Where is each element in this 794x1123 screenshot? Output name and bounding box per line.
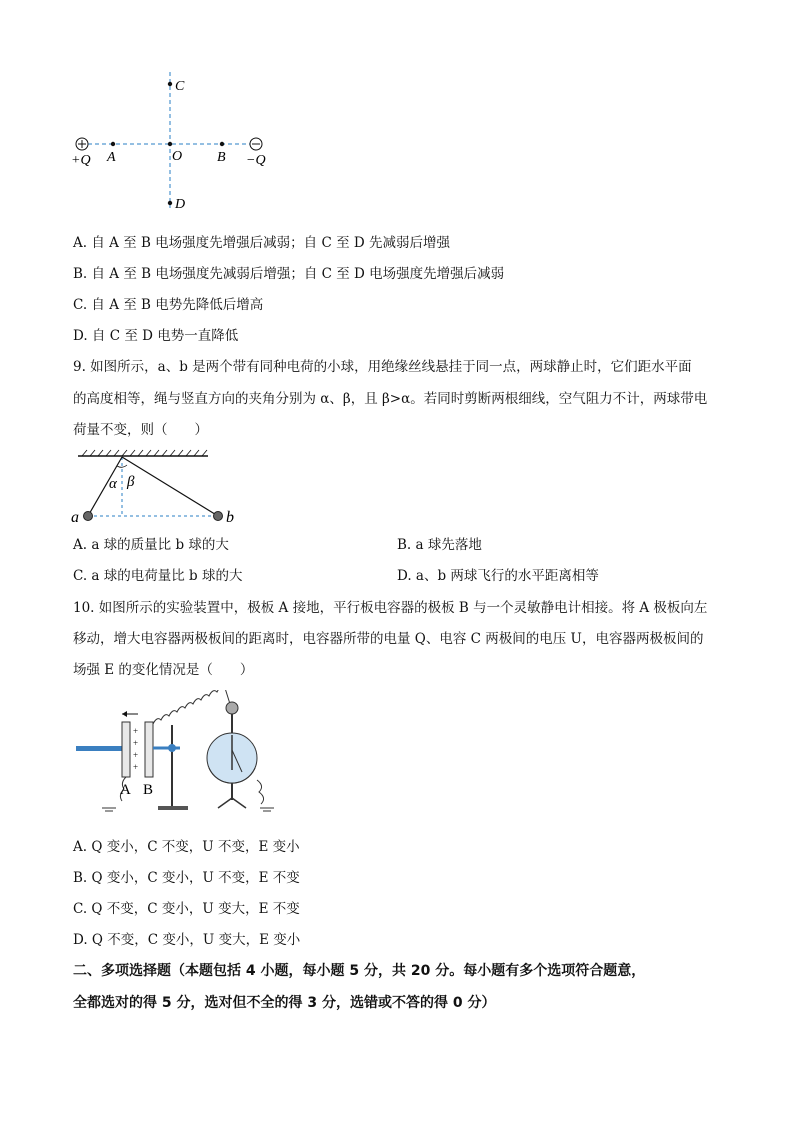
label-plus-q: +Q <box>71 153 91 168</box>
label-beta: β <box>127 474 135 490</box>
label-B: B <box>217 150 226 165</box>
q9-option-d: D. a、b 两球飞行的水平距离相等 <box>397 568 599 584</box>
capacitor-electrometer-figure <box>72 690 292 820</box>
label-plate-B: B <box>143 782 154 798</box>
q10-stem-line3: 场强 E 的变化情况是（ ） <box>73 662 254 678</box>
svg-text:+: + <box>133 726 139 736</box>
label-plate-A: A <box>120 782 131 798</box>
q10-stem-line2: 移动，增大电容器两极板间的距离时，电容器所带的电量 Q、电容 C 两极间的电压 U，电容器两极板间的 <box>73 631 704 647</box>
label-minus-q: −Q <box>246 153 266 168</box>
svg-text:+: + <box>133 750 139 760</box>
q9-stem-line3: 荷量不变，则（ ） <box>73 422 208 438</box>
hanging-balls-figure <box>68 448 248 528</box>
q9-stem-line1: 9. 如图所示，a、b 是两个带有同种电荷的小球，用绝缘丝线悬挂于同一点，两球静止时，它们距水平面 <box>73 359 692 375</box>
q10-option-b: B. Q 变小，C 变小，U 不变，E 不变 <box>73 870 300 886</box>
q8-option-c: C. 自 A 至 B 电势先降低后增高 <box>73 297 264 313</box>
label-O: O <box>172 149 183 164</box>
q8-option-b: B. 自 A 至 B 电场强度先减弱后增强；自 C 至 D 电场强度先增强后减弱 <box>73 266 505 282</box>
q8-option-a: A. 自 A 至 B 电场强度先增强后减弱；自 C 至 D 先减弱后增强 <box>73 235 450 251</box>
label-A: A <box>107 150 116 165</box>
q10-option-d: D. Q 不变，C 变小，U 变大，E 变小 <box>73 932 301 948</box>
q10-option-a: A. Q 变小，C 不变，U 不变，E 变小 <box>73 839 300 855</box>
q9-option-a: A. a 球的质量比 b 球的大 <box>73 537 229 553</box>
section2-heading-line1: 二、多项选择题（本题包括 4 小题，每小题 5 分，共 20 分。每小题有多个选项符合题意， <box>73 963 646 979</box>
q9-option-c: C. a 球的电荷量比 b 球的大 <box>73 568 243 584</box>
q9-stem-line2: 的高度相等，绳与竖直方向的夹角分别为 α、β，且 β>α。若同时剪断两根细线，空气阻力不计，两球带电 <box>73 391 708 407</box>
label-C: C <box>175 79 185 94</box>
q10-stem-line1: 10. 如图所示的实验装置中，极板 A 接地，平行板电容器的极板 B 与一个灵敏静电计相接。将 A 极板向左 <box>73 600 708 616</box>
charge-field-figure <box>70 68 280 218</box>
label-alpha: α <box>109 476 117 492</box>
svg-text:+: + <box>133 738 139 748</box>
label-D: D <box>175 197 186 212</box>
q9-option-b: B. a 球先落地 <box>397 537 482 553</box>
svg-text:+: + <box>133 762 139 772</box>
q8-option-d: D. 自 C 至 D 电势一直降低 <box>73 328 239 344</box>
label-b: b <box>226 509 234 526</box>
section2-heading-line2: 全都选对的得 5 分，选对但不全的得 3 分，选错或不答的得 0 分） <box>73 995 496 1011</box>
label-a: a <box>71 509 79 526</box>
q10-option-c: C. Q 不变，C 变小，U 变大，E 不变 <box>73 901 300 917</box>
